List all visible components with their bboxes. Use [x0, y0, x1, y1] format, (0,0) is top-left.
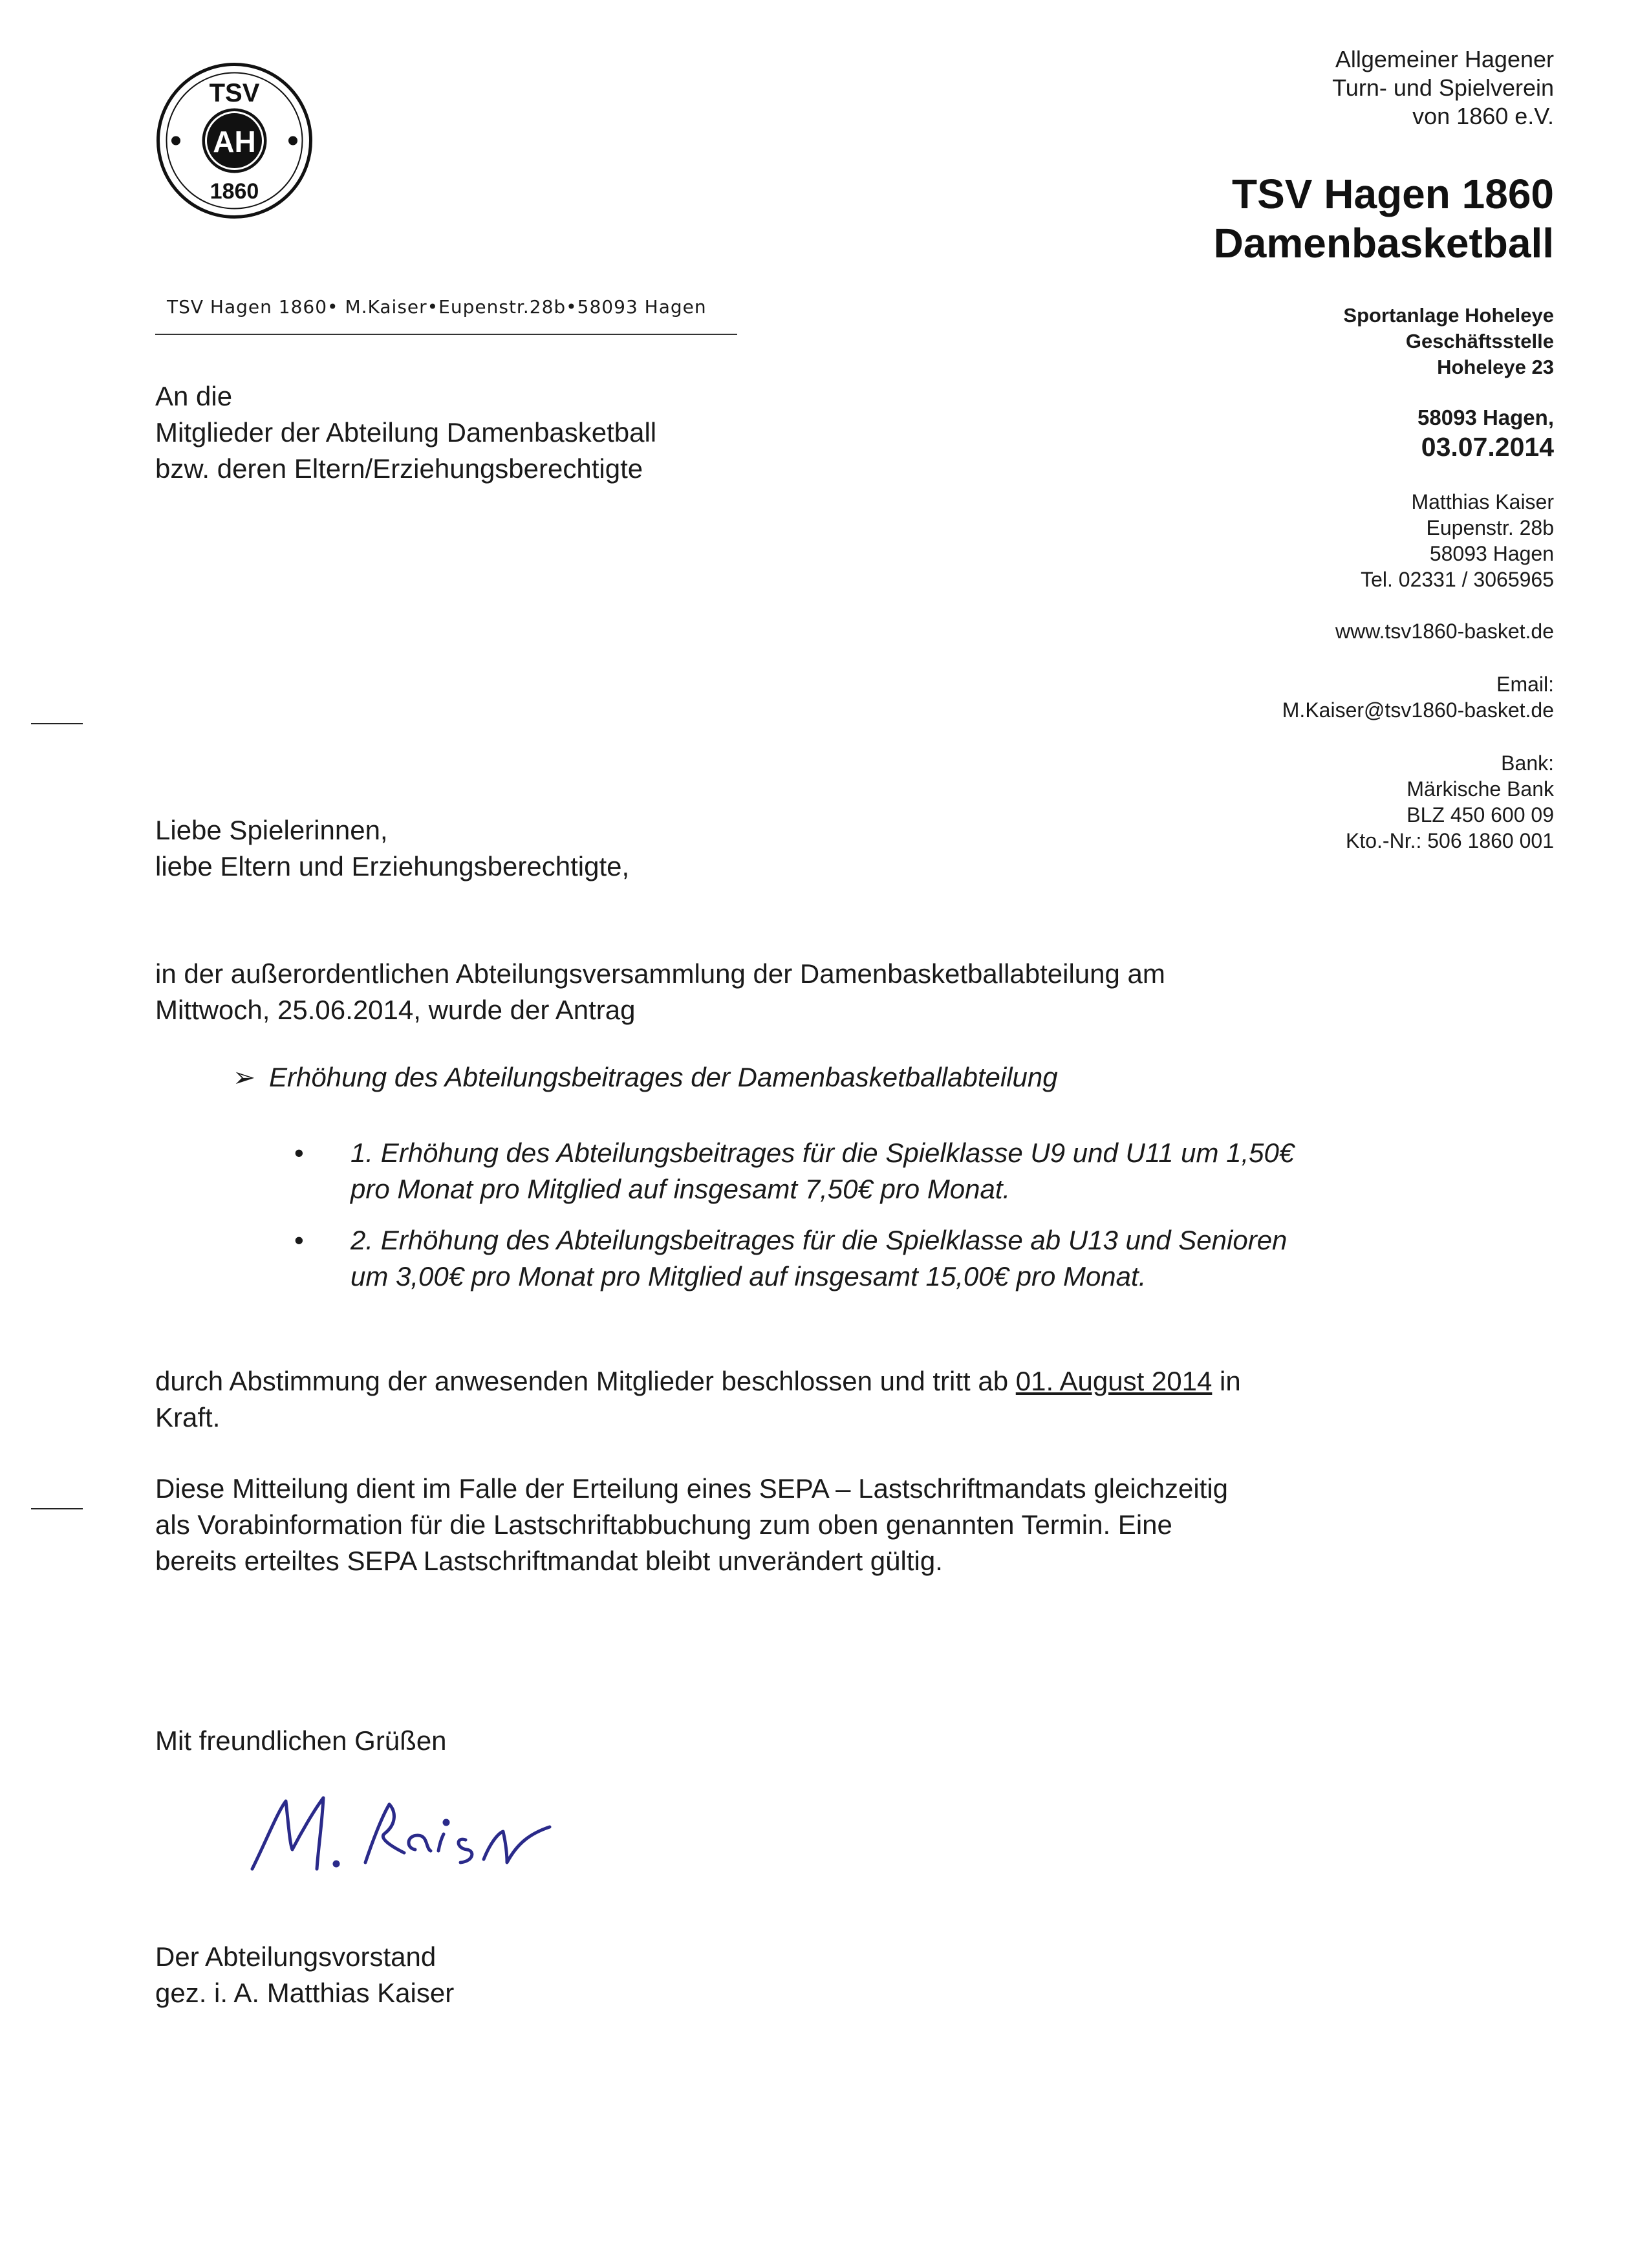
organization-name: Allgemeiner Hagener Turn- und Spielverein von 1860 e.V. — [1332, 46, 1554, 129]
fold-mark — [31, 723, 83, 724]
proposal-text: Erhöhung des Abteilungsbeitrages der Damenbasketballabteilung — [269, 1062, 1058, 1092]
closing-greeting: Mit freundlichen Grüßen — [155, 1725, 447, 1756]
fee-increase-list — [294, 1135, 1450, 1310]
sender-divider — [155, 334, 737, 335]
proposal-item — [233, 1059, 1058, 1096]
fold-mark — [31, 1508, 83, 1509]
bank-details: Bank: Märkische Bank BLZ 450 600 09 Kto.-Nr.: 506 1860 001 — [1346, 751, 1554, 852]
paragraph-intro: in der außerordentlichen Abteilungsversammlung der Damenbasketballabteilung am Mittwoch, 25.06.2014, wurde der Antrag — [155, 958, 1165, 1025]
recipient-address: An die Mitglieder der Abteilung Damenbasketball bzw. deren Eltern/Erziehungsberechtigte — [155, 381, 657, 484]
salutation: Liebe Spielerinnen, liebe Eltern und Erziehungsberechtigte, — [155, 815, 630, 881]
letter-date: 03.07.2014 — [1421, 432, 1554, 462]
contact-block: Matthias Kaiser Eupenstr. 28b 58093 Hagen Tel. 02331 / 3065965 — [1361, 490, 1554, 591]
email-link[interactable]: M.Kaiser@tsv1860-basket.de — [1282, 698, 1554, 722]
venue-address: Sportanlage Hoheleye Geschäftsstelle Hoheleye 23 — [1343, 304, 1554, 378]
handwritten-signature — [246, 1772, 582, 1888]
list-item: • 1. Erhöhung des Abteilungsbeitrages für die Spielklasse U9 und U11 um 1,50€ pro Monat pro Mitglied auf insgesamt 7,50€ pro Monat. — [294, 1135, 1450, 1207]
logo-top-text: TSV — [209, 79, 260, 107]
logo-center-text: AH — [213, 125, 256, 158]
effective-date: 01. August 2014 — [1015, 1366, 1212, 1396]
logo-bottom-text: 1860 — [210, 179, 259, 204]
sender-return-address: TSV Hagen 1860• M.Kaiser•Eupenstr.28b•58093 Hagen — [167, 296, 707, 318]
paragraph-decision: durch Abstimmung der anwesenden Mitglieder beschlossen und tritt ab 01. August 2014 in Kraft. — [155, 1366, 1241, 1432]
letterhead-title: TSV Hagen 1860 Damenbasketball — [1213, 171, 1554, 266]
signatory: Der Abteilungsvorstand gez. i. A. Matthias Kaiser — [155, 1941, 455, 2008]
bullet-icon: • — [294, 1138, 304, 1168]
arrow-bullet-icon: ➢ — [233, 1062, 256, 1092]
website-link[interactable]: www.tsv1860-basket.de — [1335, 620, 1554, 643]
email-label: Email: — [1496, 673, 1554, 696]
list-item: • 2. Erhöhung des Abteilungsbeitrages für die Spielklasse ab U13 und Senioren um 3,00€ pro Monat pro Mitglied auf insgesamt 15,00€ pro Monat. — [294, 1222, 1450, 1295]
paragraph-sepa: Diese Mitteilung dient im Falle der Erteilung eines SEPA – Lastschriftmandats gleichzeitig als Vorabinformation für die Lastschriftabbuchung zum oben genannten Termin. Eine bereits erteiltes SEPA Lastschriftmandat bleibt unverändert gültig. — [155, 1473, 1229, 1576]
club-logo — [155, 61, 314, 220]
email-block — [1282, 671, 1554, 723]
bullet-icon: • — [294, 1225, 304, 1255]
letter-place: 58093 Hagen, — [1417, 405, 1554, 429]
